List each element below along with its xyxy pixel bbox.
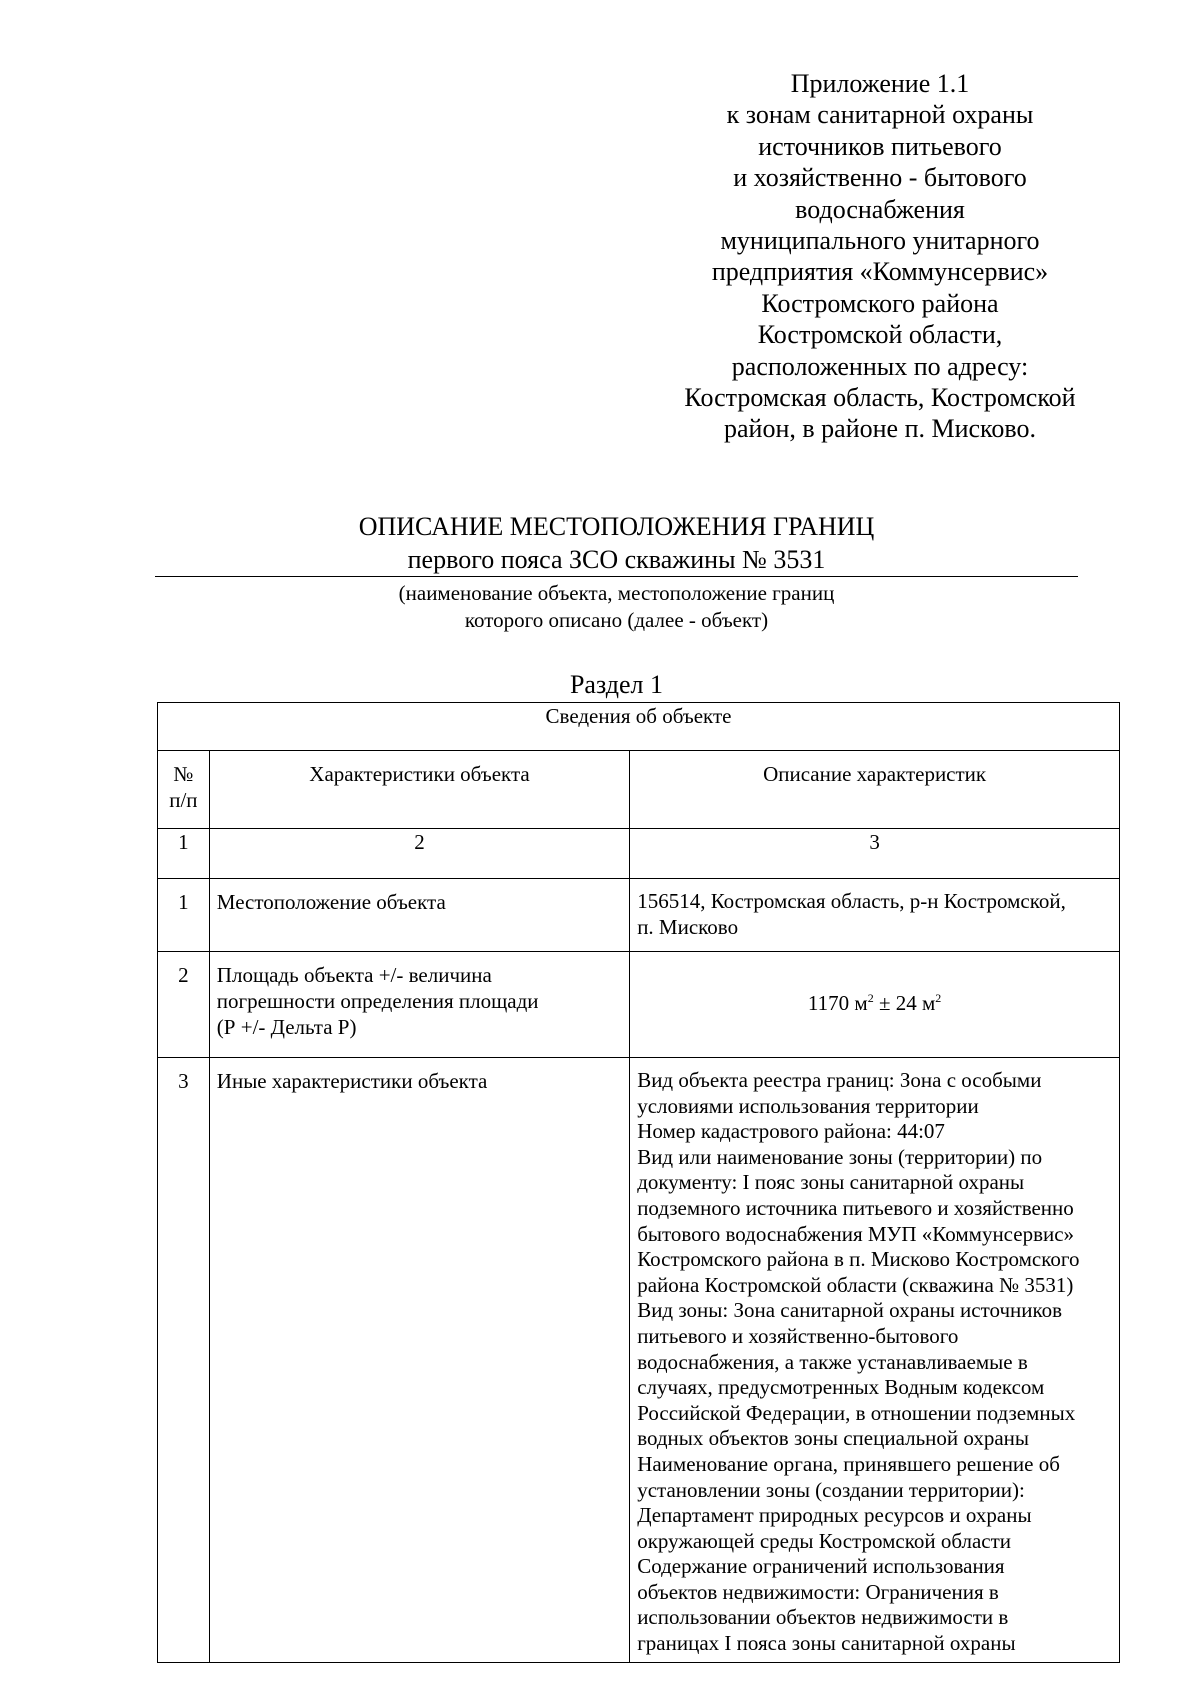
title-underline bbox=[155, 576, 1078, 577]
description-line: документу: I пояс зоны санитарной охраны bbox=[637, 1170, 1025, 1195]
row-characteristic bbox=[209, 879, 629, 952]
row-characteristic-line: погрешности определения площади bbox=[216, 989, 539, 1013]
description-line: Российской Федерации, в отношении подземных bbox=[637, 1400, 1076, 1425]
hint-line: которого описано (далее - объект) bbox=[464, 608, 769, 632]
description-line: границах I пояса зоны санитарной охраны bbox=[637, 1631, 1016, 1656]
row-characteristic-text: Иные характеристики объекта bbox=[216, 1069, 488, 1093]
section-title: Раздел 1 bbox=[569, 670, 664, 699]
description-line: подземного источника питьевого и хозяйственно bbox=[637, 1195, 1074, 1220]
description-line: Содержание ограничений использования bbox=[637, 1554, 1005, 1579]
appendix-line: Костромского района bbox=[761, 288, 999, 318]
description-line: водных объектов зоны специальной охраны bbox=[637, 1426, 1030, 1451]
header-description bbox=[630, 751, 1120, 829]
row-number bbox=[158, 1058, 210, 1663]
appendix-line: муниципального унитарного bbox=[720, 226, 1040, 256]
row-number bbox=[158, 952, 210, 1058]
appendix-line: Приложение 1.1 bbox=[790, 69, 970, 98]
appendix-line: к зонам санитарной охраны bbox=[726, 100, 1034, 130]
description-line: установлении зоны (создании территории): bbox=[637, 1477, 1025, 1502]
row-description bbox=[630, 952, 1120, 1058]
description-line: Вид объекта реестра границ: Зона с особыми bbox=[637, 1068, 1042, 1092]
description-line: Костромского района в п. Мисково Костромского bbox=[637, 1247, 1080, 1272]
area-tolerance: ± 24 м bbox=[873, 991, 936, 1015]
document-title: ОПИСАНИЕ МЕСТОПОЛОЖЕНИЯ ГРАНИЦ bbox=[358, 512, 875, 541]
appendix-line: и хозяйственно - бытового bbox=[733, 163, 1027, 193]
area-unit-exponent: 2 bbox=[935, 991, 942, 1005]
row-description bbox=[630, 1058, 1120, 1663]
document-subtitle: первого пояса ЗСО скважины № 3531 bbox=[407, 545, 826, 574]
header-characteristics bbox=[209, 751, 629, 829]
description-line: объектов недвижимости: Ограничения в bbox=[637, 1579, 999, 1604]
description-line: условиями использования территории bbox=[637, 1093, 979, 1118]
description-line: Вид или наименование зоны (территории) по bbox=[637, 1144, 1043, 1169]
area-value bbox=[630, 952, 1119, 1016]
appendix-line: предприятия «Коммунсервис» bbox=[711, 257, 1049, 287]
description-line: использовании объектов недвижимости в bbox=[637, 1605, 1009, 1630]
description-line: Номер кадастрового района: 44:07 bbox=[637, 1119, 945, 1144]
description-line: бытового водоснабжения МУП «Коммунсервис» bbox=[637, 1221, 1075, 1246]
row-characteristic-line: (Р +/- Дельта Р) bbox=[216, 1015, 357, 1039]
object-info-table bbox=[157, 702, 1120, 1663]
table-header-row bbox=[158, 751, 1120, 829]
description-line: 156514, Костромская область, р-н Костромской, bbox=[637, 889, 1066, 913]
appendix-line: Костромская область, Костромской bbox=[684, 383, 1076, 413]
description-line: питьевого и хозяйственно-бытового bbox=[637, 1323, 959, 1348]
appendix-header bbox=[630, 68, 1130, 445]
row-characteristic-line: Площадь объекта +/- величина bbox=[216, 963, 492, 987]
description-line: Вид зоны: Зона санитарной охраны источников bbox=[637, 1298, 1063, 1323]
appendix-line: Костромской области, bbox=[757, 320, 1003, 350]
table-row bbox=[158, 952, 1120, 1058]
header-num-line: № bbox=[173, 762, 194, 786]
appendix-line: расположенных по адресу: bbox=[731, 351, 1029, 381]
title-hint bbox=[155, 580, 1078, 634]
area-value-main: 1170 м bbox=[807, 991, 868, 1015]
row-number-text: 3 bbox=[178, 1069, 189, 1093]
row-characteristic bbox=[209, 1058, 629, 1663]
description-line: случаях, предусмотренных Водным кодексом bbox=[637, 1375, 1045, 1400]
column-number: 3 bbox=[630, 829, 1120, 879]
description-line: Департамент природных ресурсов и охраны bbox=[637, 1503, 1032, 1528]
description-line: района Костромской области (скважина № 3531) bbox=[637, 1272, 1074, 1297]
row-characteristic bbox=[209, 952, 629, 1058]
row-characteristic-text: Местоположение объекта bbox=[216, 890, 446, 914]
column-number: 1 bbox=[158, 829, 210, 879]
table-row bbox=[158, 879, 1120, 952]
table-title: Сведения об объекте bbox=[158, 703, 1120, 751]
row-number bbox=[158, 879, 210, 952]
header-num-line: п/п bbox=[169, 788, 198, 812]
hint-line: (наименование объекта, местоположение границ bbox=[398, 581, 835, 605]
table-row bbox=[158, 1058, 1120, 1663]
appendix-line: источников питьевого bbox=[758, 131, 1002, 161]
area-unit-exponent: 2 bbox=[867, 991, 874, 1005]
appendix-line: район, в районе п. Мисково. bbox=[724, 414, 1036, 444]
row-number-text: 1 bbox=[178, 890, 189, 914]
description-line: окружающей среды Костромской области bbox=[637, 1528, 1012, 1553]
description-line: п. Мисково bbox=[637, 914, 739, 939]
header-characteristics-label: Характеристики объекта bbox=[309, 762, 530, 786]
header-description-label: Описание характеристик bbox=[763, 762, 987, 786]
column-number: 2 bbox=[209, 829, 629, 879]
header-num bbox=[158, 751, 210, 829]
table-title-row bbox=[158, 703, 1120, 751]
appendix-line: водоснабжения bbox=[795, 194, 965, 224]
row-description bbox=[630, 879, 1120, 952]
row-number-text: 2 bbox=[178, 963, 189, 987]
column-number-row bbox=[158, 829, 1120, 879]
description-line: Наименование органа, принявшего решение об bbox=[637, 1451, 1060, 1476]
description-line: водоснабжения, а также устанавливаемые в bbox=[637, 1349, 1028, 1374]
